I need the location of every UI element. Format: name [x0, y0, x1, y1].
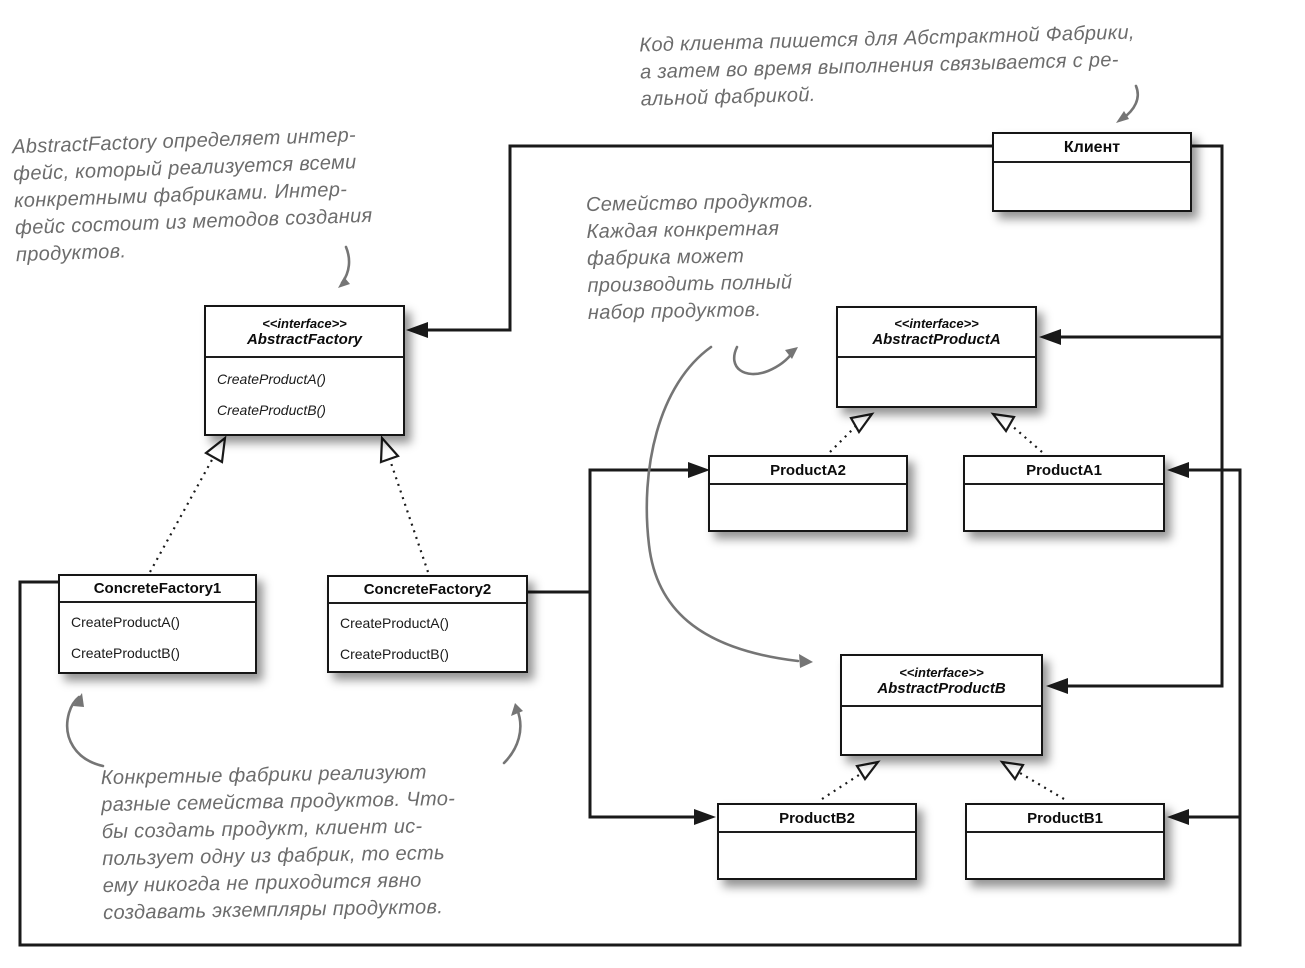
class-productb2	[717, 803, 917, 880]
abstractproductb-name: AbstractProductB	[877, 679, 1006, 697]
arrowhead-into-producta2	[688, 462, 710, 478]
abstractfactory-name: AbstractFactory	[246, 330, 363, 348]
note-arrowhead-concretefactory2	[511, 703, 523, 716]
realize-concretefactory1-abstractfactory	[150, 458, 213, 572]
abstractfactory-method-createproductb: CreateProductB()	[217, 402, 326, 418]
arrowhead-into-producta1	[1167, 462, 1189, 478]
class-abstractproductb	[840, 654, 1043, 756]
abstractfactory-method-createproducta: CreateProductA()	[217, 371, 326, 387]
note-client: Код клиента пишется для Абстрактной Фабрики, а затем во время выполнения связывается с ре- альной фабрикой.	[639, 21, 1135, 111]
realize-producta2-abstractproducta	[830, 426, 856, 452]
class-abstractfactory	[204, 305, 405, 436]
note-arrow-to-concretefactory1	[67, 697, 103, 766]
note-arrowhead-abstractfactory	[338, 277, 350, 288]
class-abstractproducta	[836, 306, 1037, 408]
class-producta1	[963, 455, 1165, 532]
class-client	[992, 132, 1192, 212]
concretefactory1-method-createproductb: CreateProductB()	[71, 645, 180, 661]
arrowhead-into-abstractfactory	[406, 322, 428, 338]
abstractproducta-stereotype: <<interface>>	[894, 316, 979, 331]
note-arrow-to-concretefactory2	[504, 709, 520, 763]
concretefactory1-name: ConcreteFactory1	[93, 580, 222, 597]
note-arrow-to-abstractproducta	[734, 347, 793, 374]
class-client-name: Клиент	[1063, 139, 1121, 156]
concretefactory2-name: ConcreteFactory2	[363, 581, 492, 598]
note-arrowhead-client	[1116, 111, 1129, 123]
arrowhead-into-abstractproductb	[1046, 678, 1068, 694]
arrowhead-into-abstractproducta	[1039, 329, 1061, 345]
note-factory-interface: AbstractFactory определяет интер- фейс, который реализуется всеми конкретными фабриками. Интер- фейс состоит из методов создания продуктов.	[11, 124, 373, 267]
assoc-concretefactory2-products	[528, 470, 700, 817]
productb2-name: ProductB2	[779, 809, 855, 827]
producta2-name: ProductA2	[770, 461, 846, 479]
producta1-name: ProductA1	[1026, 461, 1102, 479]
class-producta2	[708, 455, 908, 532]
realize-productb2-abstractproductb	[822, 773, 862, 799]
note-product-family: Семейство продуктов. Каждая конкретная фабрика может производить полный набор продуктов.	[585, 190, 815, 324]
concretefactory1-method-createproducta: CreateProductA()	[71, 614, 180, 630]
triangle-abstractproductb-right	[1002, 762, 1023, 779]
abstractproducta-name: AbstractProductA	[872, 331, 1001, 348]
assoc-client-abstractproductb	[1064, 146, 1222, 686]
note-arrowhead-abstractproducta	[785, 347, 798, 359]
abstractfactory-stereotype: <<interface>>	[262, 315, 347, 331]
concretefactory2-method-createproducta: CreateProductA()	[340, 615, 449, 631]
triangle-abstractfactory-left	[206, 438, 225, 462]
realize-concretefactory2-abstractfactory	[390, 460, 428, 572]
arrowhead-into-productb1	[1167, 809, 1189, 825]
class-concretefactory2	[327, 575, 528, 673]
productb1-name: ProductB1	[1027, 809, 1103, 827]
note-concrete-factories: Конкретные фабрики реализуют разные семейства продуктов. Что- бы создать продукт, клиент ис- пользует одну из фабрик, то есть ему никогда не приходится явно создавать экземпляры продуктов.	[100, 761, 456, 925]
concretefactory2-method-createproductb: CreateProductB()	[340, 646, 449, 662]
triangle-abstractproducta-right	[993, 414, 1014, 431]
triangle-abstractproducta-left	[851, 414, 872, 432]
class-concretefactory1	[58, 574, 257, 674]
realize-producta1-abstractproducta	[1011, 425, 1042, 452]
note-arrowhead-concretefactory1	[73, 693, 84, 707]
triangle-abstractfactory-right	[381, 438, 398, 462]
triangle-abstractproductb-left	[857, 762, 878, 779]
class-productb1	[965, 803, 1165, 880]
realize-productb1-abstractproductb	[1020, 773, 1064, 799]
abstractproductb-stereotype: <<interface>>	[899, 664, 984, 680]
arrowhead-into-productb2	[694, 809, 716, 825]
note-arrowhead-abstractproductb	[799, 654, 813, 668]
